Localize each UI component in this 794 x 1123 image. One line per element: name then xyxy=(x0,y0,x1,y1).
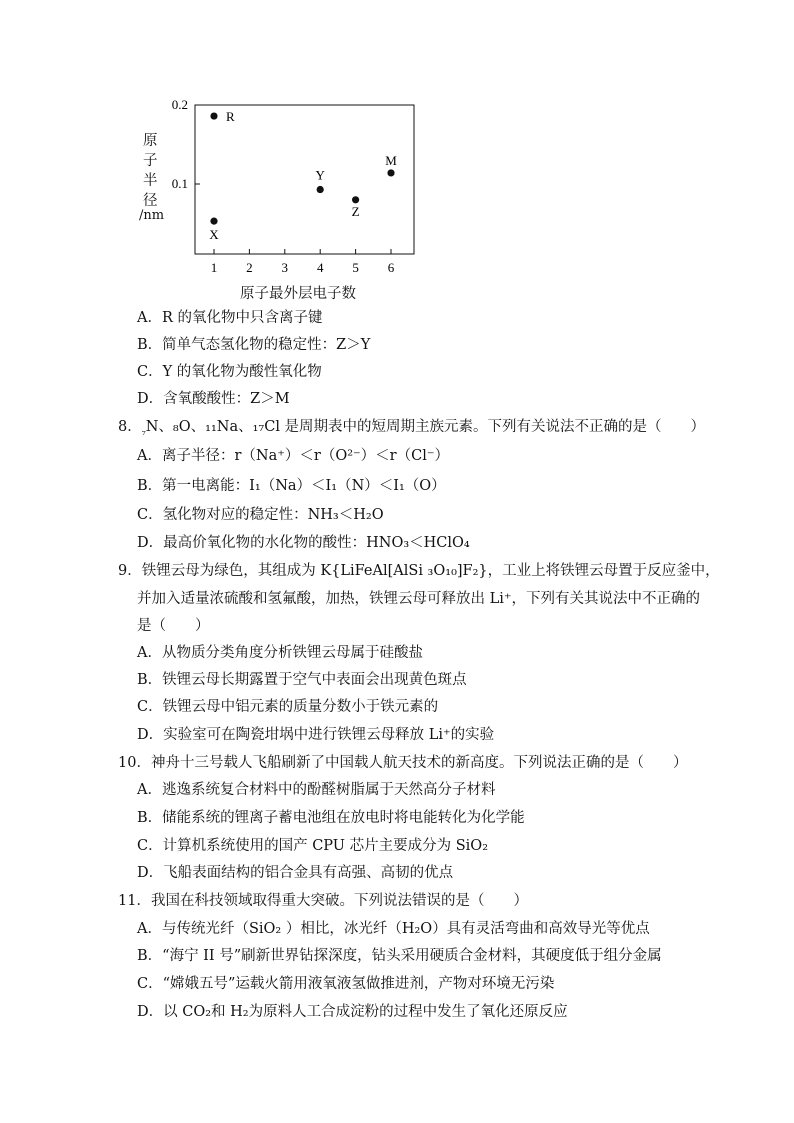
y-axis-label-1: 原 xyxy=(143,133,158,149)
q11-stem: 11．我国在科技领域取得重大突破。下列说法错误的是（ ） xyxy=(118,893,528,909)
q8-sub: ₇ xyxy=(141,426,146,438)
q8-option-c: C．氢化物对应的稳定性：NH₃＜H₂O xyxy=(137,507,384,523)
q10-option-d: D．飞船表面结构的铝合金具有高强、高韧的优点 xyxy=(137,865,454,881)
q10-option-c: C．计算机系统使用的国产 CPU 芯片主要成分为 SiO₂ xyxy=(137,838,489,854)
y-tick-label: 0.1 xyxy=(171,176,188,191)
x-tick-label: 2 xyxy=(246,260,253,275)
q9-option-d: D．实验室可在陶瓷坩埚中进行铁锂云母释放 Li⁺的实验 xyxy=(137,727,495,743)
point-R xyxy=(210,112,217,119)
y-tick-label: 0.2 xyxy=(171,97,188,112)
q9-stem-line-2: 并加入适量浓硫酸和氢氟酸，加热，铁锂云母可释放出 Li⁺，下列有关其说法中不正确的 xyxy=(137,591,701,607)
q8-stem xyxy=(118,418,705,442)
point-label-Y: Y xyxy=(315,167,325,183)
point-Z xyxy=(352,196,359,203)
point-X xyxy=(210,218,217,225)
x-tick-label: 6 xyxy=(387,260,395,275)
x-tick-label: 4 xyxy=(316,260,324,275)
q10-option-b: B．储能系统的锂离子蓄电池组在放电时将电能转化为化学能 xyxy=(137,810,525,826)
point-label-M: M xyxy=(385,152,397,168)
y-axis-label-5: /nm xyxy=(139,208,165,223)
q11-option-a: A．与传统光纤（SiO₂ ）相比，冰光纤（H₂O）具有灵活弯曲和高效导光等优点 xyxy=(137,921,650,937)
x-tick-label: 5 xyxy=(352,260,359,275)
atomic-radius-chart xyxy=(0,0,794,310)
y-axis-label-4: 径 xyxy=(143,193,158,209)
q11-option-d: D．以 CO₂和 H₂为原料人工合成淀粉的过程中发生了氧化还原反应 xyxy=(137,1004,568,1020)
x-axis-title: 原子最外层电子数 xyxy=(240,286,356,302)
q11-option-c: C．“嫦娥五号”运载火箭用液氧液氢做推进剂，产物对环境无污染 xyxy=(137,976,555,992)
q8-option-a: A．离子半径：r（Na⁺）＜r（O²⁻）＜r（Cl⁻） xyxy=(137,448,449,464)
y-axis-label-3: 半 xyxy=(143,173,158,189)
y-axis-label-2: 子 xyxy=(143,153,158,169)
point-label-X: X xyxy=(209,227,219,243)
q11-option-b: B．“海宁 II 号”刷新世界钻探深度，钻头采用硬质合金材料，其硬度低于组分金属 xyxy=(137,948,662,964)
plot-frame xyxy=(195,105,414,254)
q8-stem-text: N、₈O、₁₁Na、₁₇Cl 是周期表中的短周期主族元素。下列有关说法不正确的是（ ） xyxy=(145,419,706,435)
q10-stem: 10．神舟十三号载人飞船刷新了中国载人航天技术的新高度。下列说法正确的是（ ） xyxy=(118,755,688,771)
q9-stem-line-1: 9．铁锂云母为绿色，其组成为 K{LiFeAl[AlSi ₃O₁₀]F₂}，工业上将铁锂云母置于反应釜中， xyxy=(118,563,720,579)
point-label-R: R xyxy=(226,109,235,125)
q7-option-c: C．Y 的氧化物为酸性氧化物 xyxy=(137,364,322,380)
q10-option-a: A．逃逸系统复合材料中的酚醛树脂属于天然高分子材料 xyxy=(137,782,496,798)
q9-option-c: C．铁锂云母中铝元素的质量分数小于铁元素的 xyxy=(137,699,439,715)
q8-number: 8． xyxy=(118,419,142,435)
point-label-Z: Z xyxy=(351,203,360,219)
q7-option-b: B．简单气态氢化物的稳定性：Z＞Y xyxy=(137,337,371,353)
q9-stem-line-3: 是（ ） xyxy=(137,618,210,634)
q8-option-b: B．第一电离能：I₁（Na）＜I₁（N）＜I₁（O） xyxy=(137,478,446,494)
q7-option-d: D．含氧酸酸性：Z＞M xyxy=(137,391,290,407)
x-tick-label: 1 xyxy=(210,260,218,275)
point-M xyxy=(387,169,394,176)
q8-option-d: D．最高价氧化物的水化物的酸性：HNO₃＜HClO₄ xyxy=(137,535,470,551)
q9-option-b: B．铁锂云母长期露置于空气中表面会出现黄色斑点 xyxy=(137,672,467,688)
point-Y xyxy=(317,186,324,193)
q7-option-a: A．R 的氧化物中只含离子键 xyxy=(137,310,323,326)
x-tick-label: 3 xyxy=(281,260,289,275)
q9-option-a: A．从物质分类角度分析铁锂云母属于硅酸盐 xyxy=(137,645,423,661)
